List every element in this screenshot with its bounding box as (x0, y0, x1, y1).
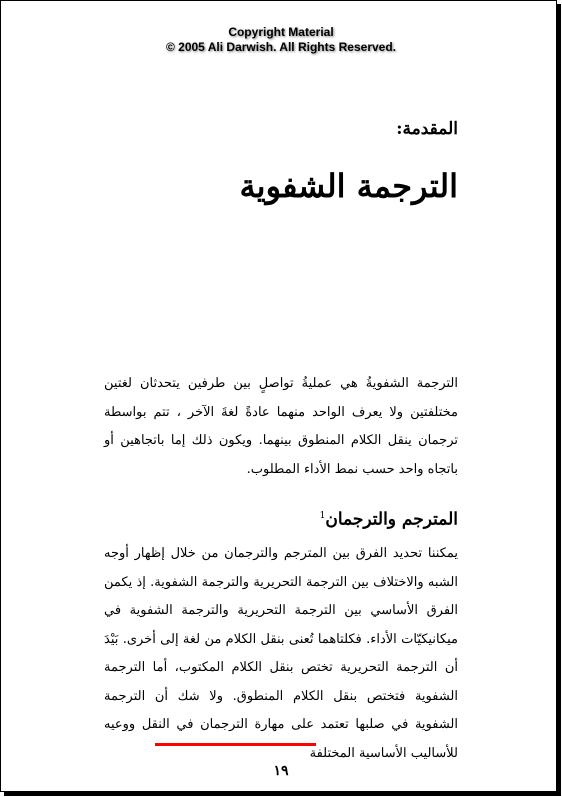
red-underline-annotation (155, 743, 316, 746)
copyright-notice (0, 25, 562, 55)
copyright-line-1: Copyright Material (228, 25, 334, 39)
copyright-line-2: © 2005 Ali Darwish. All Rights Reserved. (165, 40, 397, 54)
chapter-title: الترجمة الشفوية (239, 167, 458, 205)
subheading (320, 504, 458, 532)
section-label: المقدمة: (396, 119, 458, 139)
footnote-marker: 1 (319, 511, 326, 521)
subheading-text: المترجم والترجمان (325, 509, 458, 530)
page-number: ١٩ (273, 763, 289, 779)
body-paragraph: يمكننا تحديد الفرق بين المترجم والترجمان من خلال إظهار أوجه الشبه والاختلاف بين الترجمة التحريرية والترجمة الشفوية. إذ يكمن الفرق الأساسي بين الترجمة التحريرية والترجمة الشفوية في ميكانيكيّات الأداء. فكلتاهما تُعنى بنقل الكلام من لغة إلى أخرى. بَيْدَ أن الترجمة التحريرية تختص بنقل الكلام المكتوب، أما الترجمة الشفوية فتختص بنقل الكلام المنطوق. ولا شك أن الترجمة الشفوية في صلبها تعتمد على مهارة الترجمان في النقل ووعيه للأساليب الأساسية المختلفة (104, 546, 458, 761)
intro-paragraph: الترجمة الشفويةُ هي عمليةُ تواصلٍ بين طرفين يتحدثان لغتين مختلفتين ولا يعرف الواحد منهما عادةً لغةَ الآخر ، تتم بواسطة ترجمان ينقل الكلام المنطوق بينهما. ويكون ذلك إما باتجاهين أو باتجاه واحد حسب نمط الأداء المطلوب. (104, 376, 458, 477)
